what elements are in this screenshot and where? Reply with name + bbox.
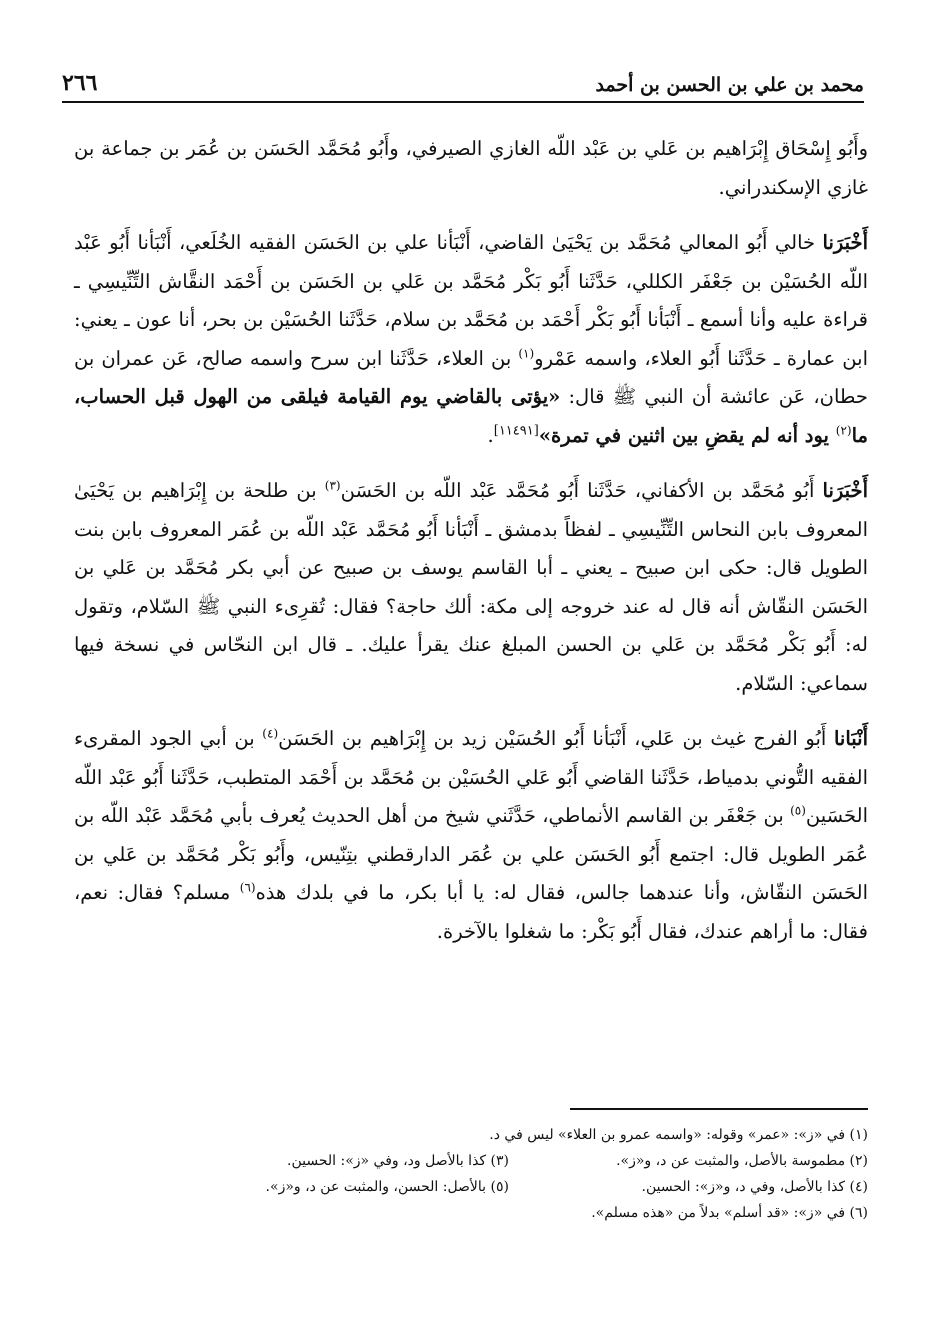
- footnote-1: (١) في «ز»: «عمر» وقوله: «واسمه عمرو بن العلاء» ليس في د.: [489, 1127, 868, 1143]
- footnote-5: (٥) بالأصل: الحسن، والمثبت عن د، و«ز».: [265, 1179, 509, 1195]
- footnote-4: (٤) كذا بالأصل، وفي د، و«ز»: الحسين.: [641, 1179, 868, 1195]
- page-header: [62, 58, 864, 96]
- footnote-6: (٦) في «ز»: «قد أسلم» بدلاً من «هذه مسلم».: [591, 1205, 868, 1221]
- paragraph-4-text-d: مسلم؟ فقال: نعم، فقال: ما أراهم عندك، فقال أَبُو بَكْر: ما شغلوا بالآخرة.: [74, 881, 868, 943]
- footnote-row: [150, 1200, 868, 1226]
- footnote-row: [150, 1148, 868, 1174]
- footnote-3: (٣) كذا بالأصل ود، وفي «ز»: الحسين.: [287, 1153, 509, 1169]
- footnote-marker-2: (٢): [835, 423, 852, 437]
- paragraph-4-lead: أَنْبَانا: [833, 727, 868, 750]
- paragraph-4-text-c: بن جَعْفَر بن القاسم الأنماطي، حَدَّثَني شيخ من أهل الحديث يُعرف بأبي مُحَمَّد عَبْد اللّه بن عُمَر الطويل قال: اجتمع أَبُو الحَسَن علي بن عُمَر الدارقطني بتِنّيس، وأَبُو بَكْر مُحَمَّد بن عَلي بن الحَسَن النقّاش، وأنا عندهما جالس، فقال له: يا أبا بكر، ما في بلدك هذه: [74, 804, 868, 904]
- paragraph-2-lead: أَخْبَرَنا: [822, 231, 868, 254]
- paragraph-4-text-b: بن أبي الجود المقرىء الفقيه التُّوني بدمياط، حَدَّثَنا القاضي أَبُو عَلي الحُسَيْن بن مُحَمَّد بن أَحْمَد المتطبب، حَدَّثَنا أَبُو عَبْد اللّه الحَسَين: [74, 727, 868, 827]
- paragraph-2-text-b: بن العلاء، حَدَّثَنا ابن سرح واسمه صالح، عَن عمران بن حطان، عَن عائشة أن النبي ﷺ قال:: [74, 346, 868, 408]
- hadith-text-1: «يؤتى بالقاضي يوم القيامة فيلقى من الهول قبل الحساب، ما: [74, 385, 868, 447]
- footnote-row: [150, 1122, 868, 1148]
- footnotes: [150, 1122, 868, 1226]
- footnote-row: [150, 1174, 868, 1200]
- paragraph-3-lead: أَخْبَرَنا: [822, 479, 868, 502]
- running-title: محمد بن علي بن الحسن بن أحمد: [595, 74, 864, 96]
- hadith-text-2: يود أنه لم يقضِ بين اثنين في تمرة»: [538, 423, 836, 447]
- footnote-divider: [570, 1108, 868, 1110]
- paragraph-3-text-b: بن طلحة بن إِبْرَاهيم بن يَحْيَىٰ المعروف بابن النحاس التِّنِّيسِي ـ لفظاً بدمشق ـ أَنْبَأنا أَبُو مُحَمَّد عَبْد اللّه بن عُمَر المعروف بابن بنت الطويل قال: حكى ابن صبيح ـ يعني ـ أبا القاسم يوسف بن صبيح عن أبي بكر مُحَمَّد بن عَلي بن الحَسَن النقّاش أنه قال له عند خروجه إلى مكة: ألك حاجة؟ فقال: تُقرِىء النبي ﷺ السّلام، وتقول له: أَبُو بَكْر مُحَمَّد بن عَلي بن الحسن المبلغ عنك يقرأ عليك. ـ قال ابن النحّاس في نسخة فيها سماعي: السّلام.: [74, 479, 868, 695]
- footnote-marker-3: (٣): [324, 478, 341, 493]
- header-divider: [62, 101, 864, 103]
- footnote-marker-6: (٦): [239, 880, 256, 895]
- paragraph-2-text-a: خالي أَبُو المعالي مُحَمَّد بن يَحْيَىٰ القاضي، أَنْبَأنا علي بن الحَسَن الفقيه الخُلَعي، أَنْبَأنا أَبُو عَبْد اللّه الحُسَيْن بن جَعْفَر الكللي، حَدَّثَنا أَبُو بَكْر مُحَمَّد بن عَلي بن الحَسَن بن أَحْمَد النقَّاش التِّنِّيسِي ـ قراءة عليه وأنا أسمع ـ أَنْبَأنا أَبُو بَكْر أَحْمَد بن مُحَمَّد بن سلام، حَدَّثَنا الحُسَيْن بن بحر، أنا عون ـ يعني: ابن عمارة ـ حَدَّثَنا أَبُو العلاء، واسمه عَمْرو: [74, 231, 868, 370]
- paragraph-1-text: وأَبُو إِسْحَاق إِبْرَاهيم بن عَلي بن عَبْد اللّه الغازي الصيرفي، وأَبُو مُحَمَّد الحَسَن بن عُمَر بن جماعة بن غازي الإسكندراني.: [74, 137, 868, 199]
- footnote-marker-1: (١): [518, 346, 535, 360]
- page-number: ٢٦٦: [62, 70, 98, 96]
- footnote-marker-4: (٤): [262, 726, 279, 741]
- main-text: [74, 130, 868, 968]
- paragraph-4: [74, 720, 868, 951]
- paragraph-3: [74, 472, 868, 703]
- paragraph-2-end: .: [487, 423, 494, 447]
- footnote-marker-5: (٥): [790, 803, 806, 818]
- hadith-reference-number: [١١٤٩١]: [493, 423, 539, 438]
- paragraph-1: [74, 130, 868, 207]
- paragraph-2: [74, 224, 868, 455]
- footnote-2: (٢) مطموسة بالأصل، والمثبت عن د، و«ز».: [616, 1153, 868, 1169]
- paragraph-4-text-a: أَبُو الفرج غيث بن عَلي، أَنْبَأنا أَبُو الحُسَيْن زيد بن إِبْرَاهيم بن الحَسَن: [278, 727, 834, 750]
- paragraph-3-text-a: أَبُو مُحَمَّد بن الأكفاني، حَدَّثَنا أَبُو مُحَمَّد عَبْد اللّه بن الحَسَن: [340, 479, 823, 502]
